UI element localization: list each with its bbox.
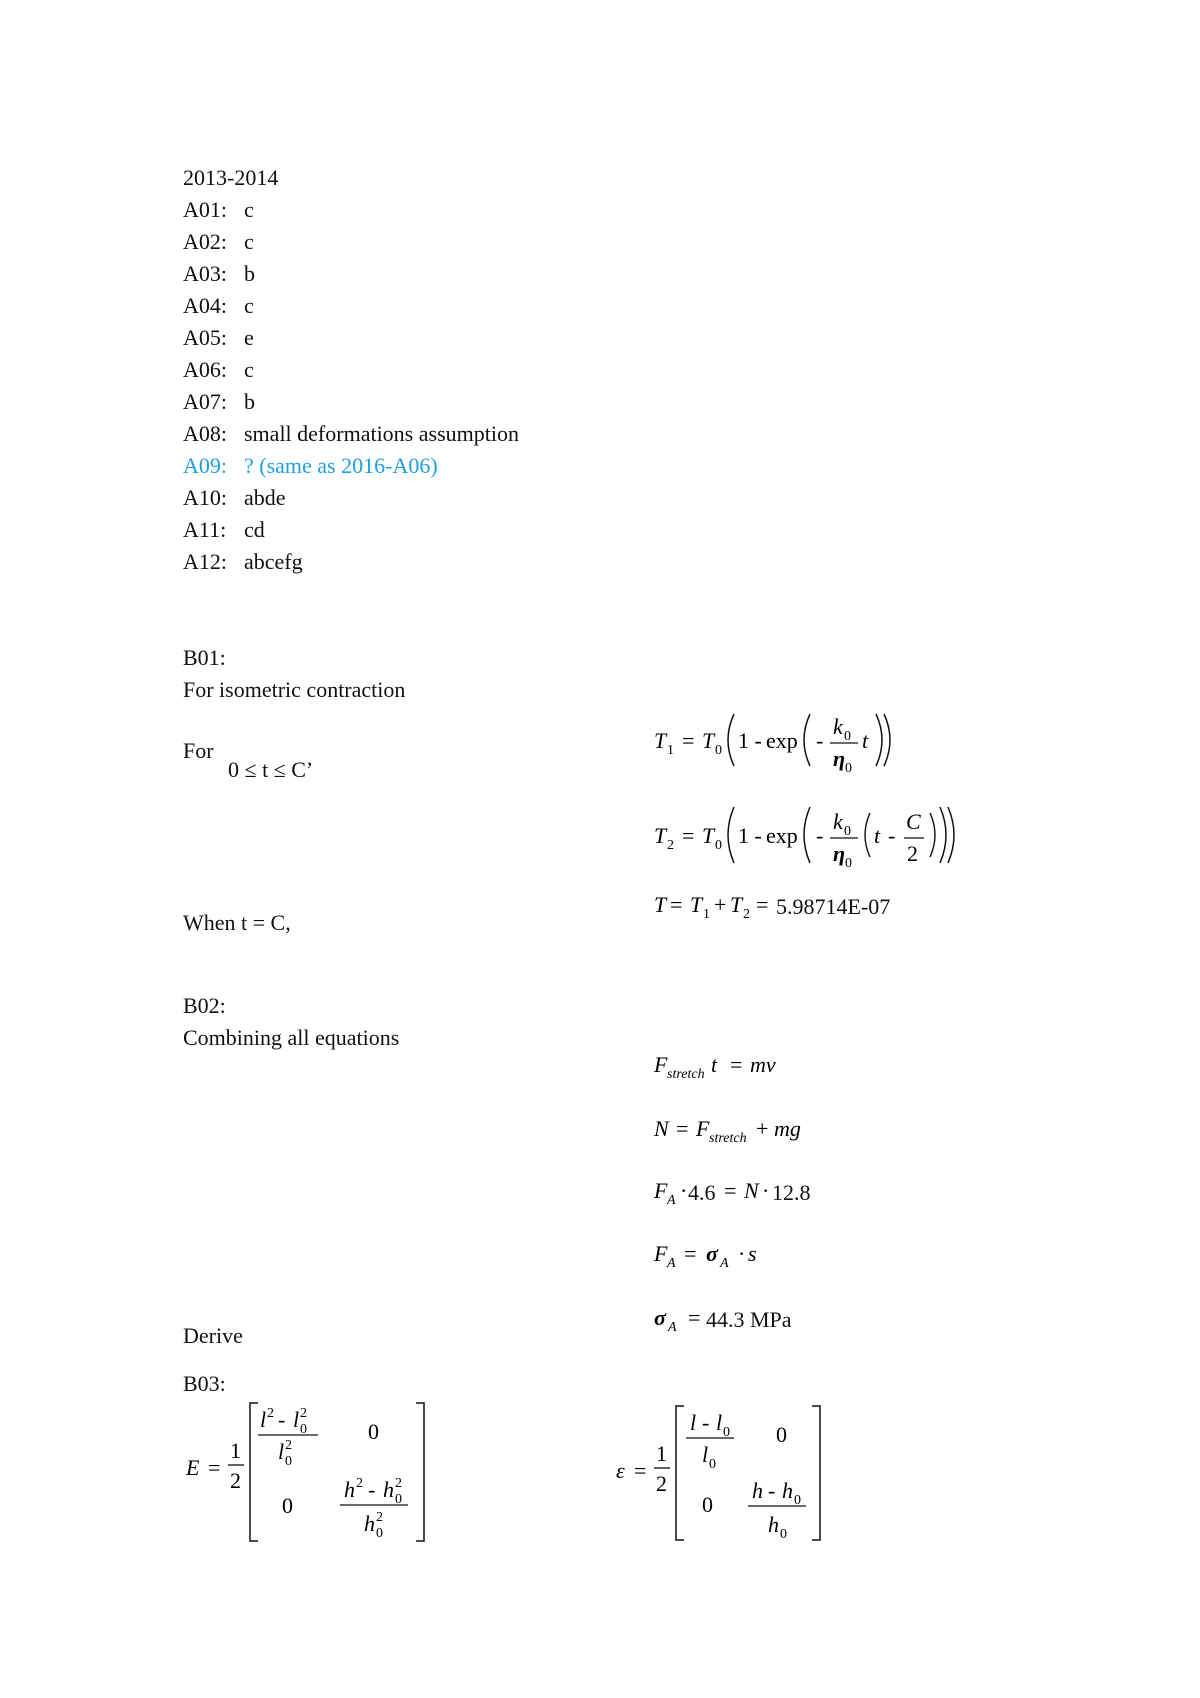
- svg-text:0: 0: [845, 761, 852, 776]
- answer-a10-label: A10:: [183, 485, 227, 510]
- svg-text:σ: σ: [654, 1305, 666, 1330]
- answer-a01-label: A01:: [183, 197, 227, 222]
- answer-a09-label: A09:: [183, 453, 227, 478]
- answer-a03-value: b: [244, 261, 255, 286]
- svg-text:=: =: [730, 1052, 743, 1077]
- svg-text:h: h: [383, 1477, 394, 1502]
- svg-text:A: A: [668, 1320, 677, 1335]
- svg-text:0: 0: [794, 1493, 801, 1508]
- answer-a11-value: cd: [244, 517, 265, 542]
- svg-text:A: A: [720, 1256, 729, 1271]
- svg-text:T: T: [730, 892, 743, 917]
- svg-text:T: T: [654, 728, 667, 753]
- svg-text:0: 0: [285, 1454, 292, 1469]
- svg-text:F: F: [696, 1116, 710, 1141]
- svg-text:=: =: [682, 823, 695, 848]
- equation-stress-area: [650, 1237, 830, 1277]
- svg-text:1 -: 1 -: [738, 823, 762, 848]
- svg-text:h: h: [768, 1512, 779, 1537]
- svg-text:-: -: [816, 823, 824, 848]
- svg-text:2: 2: [395, 1476, 402, 1491]
- svg-text:T: T: [654, 823, 667, 848]
- svg-text:h: h: [364, 1511, 375, 1536]
- svg-text:E: E: [186, 1455, 200, 1480]
- svg-text:t: t: [862, 728, 869, 753]
- svg-text:F: F: [654, 1178, 668, 1203]
- equation-normal-force: [650, 1112, 870, 1152]
- svg-text:1: 1: [667, 743, 674, 758]
- svg-text:·: ·: [738, 1241, 746, 1266]
- svg-text:η: η: [833, 746, 846, 771]
- svg-text:2: 2: [376, 1510, 383, 1525]
- svg-text:2: 2: [656, 1471, 667, 1496]
- svg-text:C: C: [906, 809, 921, 834]
- svg-text:=: =: [670, 892, 683, 917]
- svg-text:2: 2: [267, 1406, 274, 1421]
- svg-text:-: -: [816, 728, 824, 753]
- answer-a01-value: c: [244, 197, 254, 222]
- svg-text:A: A: [667, 1193, 676, 1208]
- svg-text:2: 2: [285, 1438, 292, 1453]
- svg-text:0: 0: [780, 1527, 787, 1542]
- svg-text:k: k: [833, 714, 843, 739]
- answer-a03-label: A03:: [183, 261, 227, 286]
- svg-text:1: 1: [656, 1441, 667, 1466]
- svg-text:1: 1: [230, 1438, 241, 1463]
- svg-text:stretch: stretch: [667, 1067, 705, 1082]
- b02-label: B02:: [183, 993, 226, 1018]
- matrix-green-strain: [180, 1395, 440, 1545]
- svg-text:-: -: [888, 823, 896, 848]
- answer-a04-label: A04:: [183, 293, 227, 318]
- svg-text:t: t: [874, 823, 881, 848]
- b03-label: B03:: [183, 1371, 226, 1396]
- b01-result: 5.98714E-07: [776, 894, 891, 919]
- svg-text:0: 0: [844, 824, 851, 839]
- b02-intro: Combining all equations: [183, 1025, 400, 1050]
- svg-text:=: =: [682, 728, 695, 753]
- matrix-engineering-strain: [610, 1400, 840, 1545]
- svg-text:l: l: [690, 1410, 697, 1435]
- svg-text:=: =: [676, 1116, 689, 1141]
- equation-stretch-momentum: [650, 1048, 850, 1088]
- answer-a12-value: abcefg: [244, 549, 303, 574]
- answer-a05-value: e: [244, 325, 254, 350]
- svg-text:N: N: [744, 1178, 759, 1203]
- svg-text:exp: exp: [766, 728, 798, 753]
- svg-text:0: 0: [376, 1526, 383, 1541]
- svg-text:F: F: [654, 1241, 668, 1266]
- svg-text:0: 0: [282, 1493, 293, 1518]
- b02-eq3-left: 4.6: [688, 1180, 716, 1205]
- svg-text:=: =: [208, 1455, 221, 1480]
- svg-text:t: t: [711, 1052, 718, 1077]
- answer-a08-value: small deformations assumption: [244, 421, 519, 446]
- svg-text:l: l: [716, 1410, 723, 1435]
- svg-text:N: N: [654, 1116, 669, 1141]
- svg-text:0: 0: [715, 838, 722, 853]
- svg-text:exp: exp: [766, 823, 798, 848]
- svg-text:h: h: [782, 1478, 793, 1503]
- svg-text:0: 0: [702, 1492, 713, 1517]
- svg-text:-: -: [702, 1410, 710, 1435]
- svg-text:+: +: [756, 1116, 769, 1141]
- equation-t1: [650, 700, 970, 780]
- svg-text:0: 0: [776, 1422, 787, 1447]
- svg-text:0: 0: [844, 729, 851, 744]
- svg-text:=: =: [724, 1178, 737, 1203]
- svg-text:F: F: [654, 1052, 668, 1077]
- answer-a09-value: ? (same as 2016-A06): [244, 453, 438, 478]
- svg-text:2: 2: [230, 1468, 241, 1493]
- svg-text:0: 0: [709, 1457, 716, 1472]
- svg-text:·: ·: [680, 1178, 688, 1203]
- b02-result: 44.3 MPa: [706, 1307, 792, 1332]
- svg-text:0: 0: [723, 1425, 730, 1440]
- b01-intro: For isometric contraction: [183, 677, 406, 702]
- svg-text:0: 0: [845, 856, 852, 871]
- svg-text:2: 2: [667, 838, 674, 853]
- svg-text:h: h: [752, 1478, 763, 1503]
- equation-t2: [650, 795, 990, 875]
- svg-text:=: =: [684, 1241, 697, 1266]
- year-range: 2013-2014: [183, 165, 279, 190]
- b01-label: B01:: [183, 645, 226, 670]
- answer-a07-value: b: [244, 389, 255, 414]
- svg-text:2: 2: [907, 841, 918, 866]
- svg-text:l: l: [293, 1407, 300, 1432]
- b02-eq3-right: 12.8: [772, 1180, 811, 1205]
- svg-text:0: 0: [715, 743, 722, 758]
- svg-text:-: -: [368, 1477, 376, 1502]
- svg-text:-: -: [768, 1478, 776, 1503]
- svg-text:η: η: [833, 841, 846, 866]
- svg-text:l: l: [260, 1407, 267, 1432]
- answer-a06-label: A06:: [183, 357, 227, 382]
- answer-a08-label: A08:: [183, 421, 227, 446]
- svg-text:l: l: [702, 1442, 709, 1467]
- svg-text:ε: ε: [616, 1458, 625, 1483]
- svg-text:0: 0: [368, 1419, 379, 1444]
- svg-text:h: h: [344, 1477, 355, 1502]
- svg-text:0: 0: [395, 1492, 402, 1507]
- svg-text:=: =: [688, 1305, 701, 1330]
- svg-text:1 -: 1 -: [738, 728, 762, 753]
- svg-text:2: 2: [300, 1406, 307, 1421]
- svg-text:0: 0: [300, 1422, 307, 1437]
- answer-a06-value: c: [244, 357, 254, 382]
- svg-text:l: l: [278, 1439, 285, 1464]
- answer-a12-label: A12:: [183, 549, 227, 574]
- svg-text:A: A: [667, 1256, 676, 1271]
- b01-when: When t = C,: [183, 910, 291, 935]
- answer-a02-label: A02:: [183, 229, 227, 254]
- svg-text:T: T: [654, 892, 667, 917]
- svg-text:s: s: [748, 1241, 757, 1266]
- svg-text:T: T: [690, 892, 703, 917]
- svg-text:2: 2: [743, 907, 750, 922]
- svg-text:=: =: [634, 1458, 647, 1483]
- svg-text:·: ·: [762, 1178, 770, 1203]
- svg-text:1: 1: [703, 907, 710, 922]
- answer-a07-label: A07:: [183, 389, 227, 414]
- b01-condition: 0 ≤ t ≤ C’: [228, 757, 314, 782]
- answer-a04-value: c: [244, 293, 254, 318]
- svg-text:mv: mv: [750, 1052, 776, 1077]
- svg-text:2: 2: [356, 1476, 363, 1491]
- svg-text:-: -: [278, 1407, 286, 1432]
- svg-text:T: T: [702, 728, 715, 753]
- svg-text:stretch: stretch: [709, 1131, 747, 1146]
- answer-a11-label: A11:: [183, 517, 227, 542]
- b02-derive: Derive: [183, 1323, 243, 1348]
- svg-text:mg: mg: [774, 1116, 801, 1141]
- answer-a10-value: abde: [244, 485, 286, 510]
- svg-text:T: T: [702, 823, 715, 848]
- b01-for-word: For: [183, 738, 214, 763]
- answer-a05-label: A05:: [183, 325, 227, 350]
- answer-a02-value: c: [244, 229, 254, 254]
- svg-text:+: +: [714, 892, 727, 917]
- svg-text:=: =: [756, 892, 769, 917]
- svg-text:σ: σ: [706, 1241, 718, 1266]
- svg-text:k: k: [833, 809, 843, 834]
